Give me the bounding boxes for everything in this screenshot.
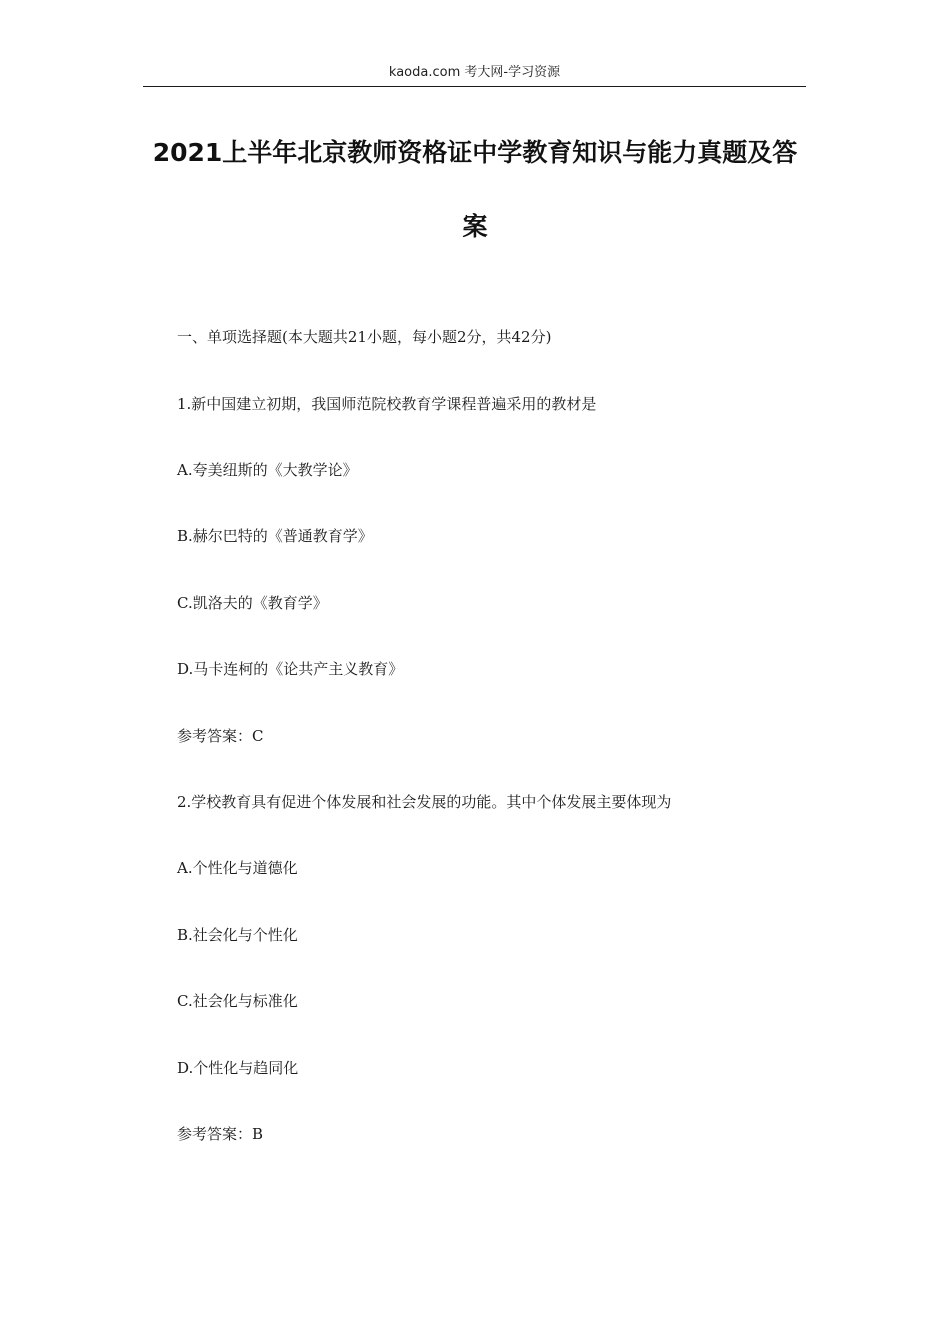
question-2-stem: 2.学校教育具有促进个体发展和社会发展的功能。其中个体发展主要体现为 — [177, 793, 672, 811]
page-header: kaoda.com 考大网-学习资源 — [143, 62, 806, 87]
question-1-option-c: C.凯洛夫的《教育学》 — [177, 594, 328, 612]
question-2-answer: 参考答案：B — [177, 1125, 264, 1143]
document-title-line-2: 案 — [462, 212, 488, 241]
question-2-option-b: B.社会化与个性化 — [177, 926, 298, 944]
question-1-stem: 1.新中国建立初期，我国师范院校教育学课程普遍采用的教材是 — [177, 395, 597, 413]
document-title-line-1: 2021上半年北京教师资格证中学教育知识与能力真题及答 — [152, 138, 798, 167]
question-1-answer: 参考答案：C — [177, 727, 264, 745]
question-2-option-d: D.个性化与趋同化 — [177, 1059, 299, 1077]
section-heading: 一、单项选择题(本大题共21小题，每小题2分，共42分) — [177, 328, 552, 346]
question-1-option-d: D.马卡连柯的《论共产主义教育》 — [177, 660, 404, 678]
question-1-option-a: A.夸美纽斯的《大教学论》 — [177, 461, 358, 479]
question-2-option-a: A.个性化与道德化 — [177, 859, 298, 877]
question-1-option-b: B.赫尔巴特的《普通教育学》 — [177, 527, 373, 545]
question-2-option-c: C.社会化与标准化 — [177, 992, 298, 1010]
